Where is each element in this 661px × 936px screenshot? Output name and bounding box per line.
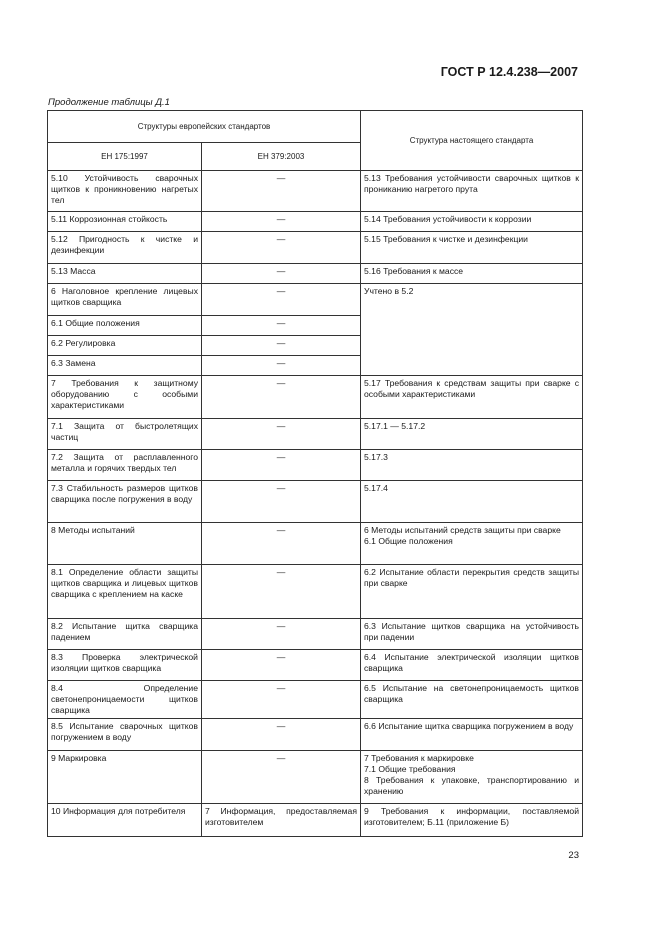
cell-en175: 9 Маркировка [48, 751, 202, 804]
cell-en175: 8.4 Определение светонепроницаемости щитков сварщика [48, 681, 202, 719]
cell-current: 5.17.1 — 5.17.2 [361, 419, 583, 450]
cell-current: 5.15 Требования к чистке и дезинфекции [361, 232, 583, 264]
cell-en175: 6 Наголовное крепление лицевых щитков сварщика [48, 284, 202, 316]
cell-en379: — [202, 316, 361, 336]
cell-en379: — [202, 719, 361, 751]
cell-current: 6.2 Испытание области перекрытия средств защиты при сварке [361, 565, 583, 619]
cell-en175: 7.1 Защита от быстролетящих частиц [48, 419, 202, 450]
cell-en379: — [202, 751, 361, 804]
cell-en379: — [202, 232, 361, 264]
table-row [48, 681, 583, 719]
cell-current [361, 751, 583, 804]
cell-en175: 8.2 Испытание щитка сварщика падением [48, 619, 202, 650]
table-row [48, 419, 583, 450]
table-row [48, 751, 583, 804]
cell-line: 6 Методы испытаний средств защиты при сварке [364, 525, 561, 535]
cell-en379: — [202, 212, 361, 232]
cell-en175: 5.10 Устойчивость сварочных щитков к проникновению нагретых тел [48, 171, 202, 212]
cell-en379: — [202, 356, 361, 376]
cell-en379: — [202, 523, 361, 565]
cell-en379: — [202, 171, 361, 212]
cell-en379: — [202, 264, 361, 284]
cell-en379: — [202, 481, 361, 523]
cell-current: 5.17 Требования к средствам защиты при сварке с особыми характеристиками [361, 376, 583, 419]
cell-en175: 7.3 Стабильность размеров щитков сварщика после погружения в воду [48, 481, 202, 523]
cell-en175: 8.3 Проверка электрической изоляции щитков сварщика [48, 650, 202, 681]
cell-en379: — [202, 376, 361, 419]
table-row [48, 804, 583, 837]
table-row [48, 376, 583, 419]
cell-current: 6.5 Испытание на светонепроницаемость щитков сварщика [361, 681, 583, 719]
table-row [48, 212, 583, 232]
table-row [48, 450, 583, 481]
cell-line: 7 Требования к маркировке [364, 753, 474, 763]
document-header: ГОСТ Р 12.4.238—2007 [440, 65, 578, 79]
cell-current: 5.16 Требования к массе [361, 264, 583, 284]
cell-en379: — [202, 284, 361, 316]
cell-line: 6.1 Общие положения [364, 536, 453, 546]
header-european-standards: Структуры европейских стандартов [48, 111, 361, 143]
cell-en175: 6.1 Общие положения [48, 316, 202, 336]
cell-current [361, 523, 583, 565]
table-caption: Продолжение таблицы Д.1 [48, 97, 170, 108]
cell-en175: 7 Требования к защитному оборудованию с особыми характеристиками [48, 376, 202, 419]
table-row [48, 171, 583, 212]
table-row [48, 481, 583, 523]
cell-en379: — [202, 565, 361, 619]
cell-en175: 8.1 Определение области защиты щитков сварщика и лицевых щитков сварщика с креплением на каске [48, 565, 202, 619]
cell-en379: — [202, 450, 361, 481]
table-row [48, 619, 583, 650]
cell-current: 6.3 Испытание щитков сварщика на устойчивость при падении [361, 619, 583, 650]
table-row [48, 232, 583, 264]
cell-en175: 6.3 Замена [48, 356, 202, 376]
table-row [48, 719, 583, 751]
table-row [48, 264, 583, 284]
cell-en175: 7.2 Защита от расплавленного металла и горячих твердых тел [48, 450, 202, 481]
cell-en379: — [202, 419, 361, 450]
cell-en175: 5.11 Коррозионная стойкость [48, 212, 202, 232]
cell-line: 7.1 Общие требования [364, 764, 456, 774]
cell-current: 9 Требования к информации, поставляемой изготовителем; Б.11 (приложение Б) [361, 804, 583, 837]
table-row [48, 523, 583, 565]
cell-en175: 5.13 Масса [48, 264, 202, 284]
cell-en379: 7 Информация, предоставляемая изготовителем [202, 804, 361, 837]
header-current-standard: Структура настоящего стандарта [361, 111, 583, 171]
cell-en379: — [202, 650, 361, 681]
cell-en175: 6.2 Регулировка [48, 336, 202, 356]
cell-line: 8 Требования к упаковке, транспортированию и хранению [364, 775, 579, 796]
table-row [48, 284, 583, 316]
cell-en175: 10 Информация для потребителя [48, 804, 202, 837]
cell-en379: — [202, 336, 361, 356]
cell-en175: 8.5 Испытание сварочных щитков погружением в воду [48, 719, 202, 751]
header-en379: ЕН 379:2003 [202, 143, 361, 171]
standards-comparison-table [47, 110, 583, 837]
table-row [48, 650, 583, 681]
page-number: 23 [568, 850, 579, 861]
cell-current: 5.17.4 [361, 481, 583, 523]
cell-current: 5.17.3 [361, 450, 583, 481]
cell-en379: — [202, 619, 361, 650]
cell-current: 5.14 Требования устойчивости к коррозии [361, 212, 583, 232]
cell-en175: 5.12 Пригодность к чистке и дезинфекции [48, 232, 202, 264]
cell-en175: 8 Методы испытаний [48, 523, 202, 565]
cell-current: 5.13 Требования устойчивости сварочных щитков к прониканию нагретого прута [361, 171, 583, 212]
table-row [48, 565, 583, 619]
cell-current: 6.6 Испытание щитка сварщика погружением в воду [361, 719, 583, 751]
cell-current: 6.4 Испытание электрической изоляции щитков сварщика [361, 650, 583, 681]
cell-en379: — [202, 681, 361, 719]
cell-current: Учтено в 5.2 [361, 284, 583, 376]
header-en175: ЕН 175:1997 [48, 143, 202, 171]
